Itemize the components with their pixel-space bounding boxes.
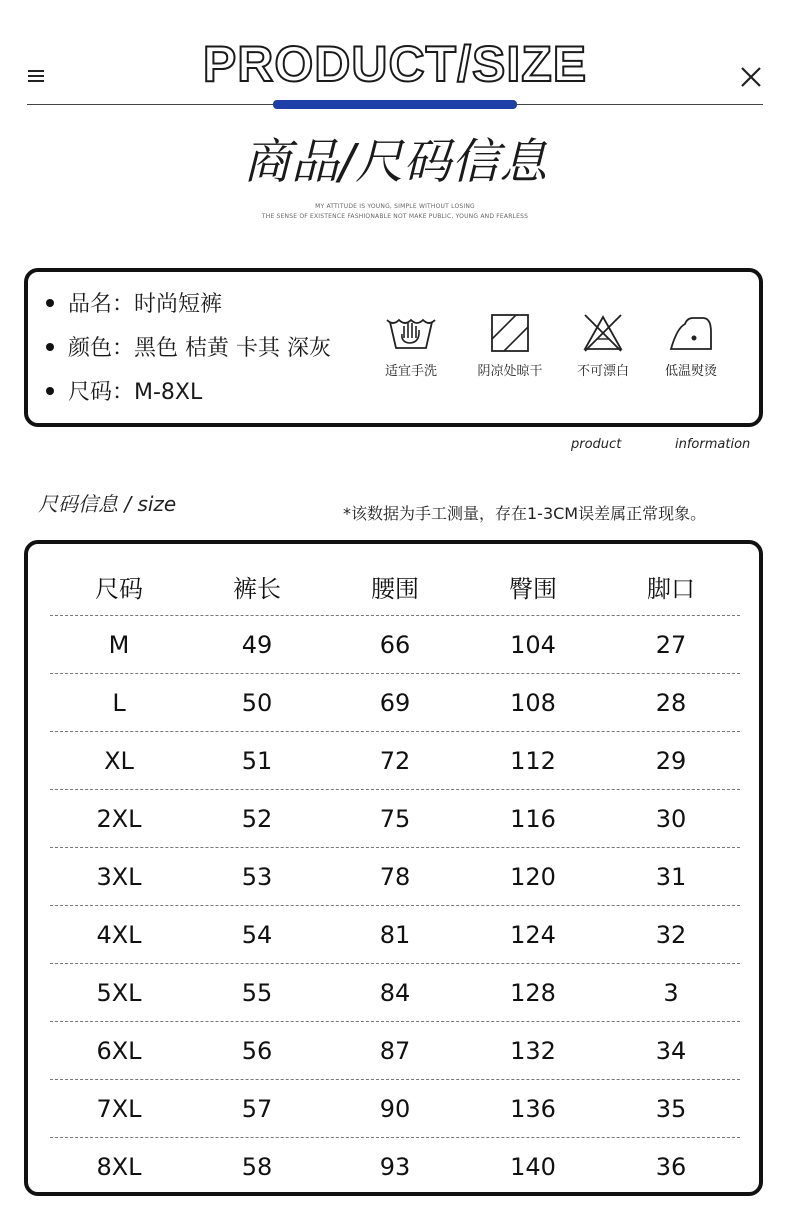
table-cell: 5XL: [96, 978, 142, 1007]
table-cell: 32: [655, 920, 687, 949]
table-cell: 87: [379, 1036, 411, 1065]
table-cell: 53: [241, 862, 273, 891]
product-sizes: 尺码：M-8XL: [68, 380, 203, 405]
table-cell: 8XL: [96, 1152, 142, 1181]
table-cell: 132: [510, 1036, 556, 1065]
table-cell: 49: [241, 630, 273, 659]
table-cell: 116: [510, 804, 556, 833]
table-row: [50, 732, 740, 790]
size-heading: 尺码信息 / size: [38, 492, 177, 516]
table-row: [50, 964, 740, 1022]
table-row: [50, 1022, 740, 1080]
measurement-note: *该数据为手工测量，存在1-3CM误差属正常现象。: [343, 504, 707, 523]
size-table: [50, 558, 740, 1195]
table-cell: 108: [510, 688, 556, 717]
tagline-line-1: MY ATTITUDE IS YOUNG, SIMPLE WITHOUT LOSING: [315, 203, 475, 210]
table-row: [50, 616, 740, 674]
table-cell: 31: [655, 862, 687, 891]
product-name-row: [46, 290, 222, 320]
table-cell: 2XL: [96, 804, 142, 833]
table-cell: 78: [379, 862, 411, 891]
table-cell: 66: [379, 630, 411, 659]
table-cell: 34: [655, 1036, 687, 1065]
product-name: 品名：时尚短裤: [68, 292, 223, 317]
table-cell: 27: [655, 630, 687, 659]
care-label: 不可漂白: [576, 364, 629, 379]
table-cell: 120: [510, 862, 556, 891]
table-cell: 112: [510, 746, 556, 775]
care-label: 适宜手洗: [384, 364, 437, 379]
page-title: PRODUCT/SIZE: [202, 36, 588, 92]
table-cell: 28: [655, 688, 687, 717]
table-row: [50, 790, 740, 848]
bullet-icon: [46, 299, 54, 307]
table-cell: 56: [241, 1036, 273, 1065]
care-item-dry-in-shade: [465, 312, 555, 379]
table-cell: 7XL: [96, 1094, 142, 1123]
table-cell: 6XL: [96, 1036, 142, 1065]
table-cell: 36: [655, 1152, 687, 1181]
table-cell: 30: [655, 804, 687, 833]
table-cell: 52: [241, 804, 273, 833]
table-cell: 57: [241, 1094, 273, 1123]
section-title: 商品/尺码信息: [242, 134, 548, 190]
product-colors: 颜色：黑色 桔黄 卡其 深灰: [68, 336, 331, 361]
table-row: [50, 906, 740, 964]
table-cell: 58: [241, 1152, 273, 1181]
table-row: [50, 1138, 740, 1195]
no-bleach-icon: [575, 312, 631, 354]
table-header-cell: 尺码: [95, 575, 143, 603]
low-iron-icon: [663, 312, 719, 354]
care-label: 阴凉处晾干: [477, 364, 543, 379]
table-row: [50, 848, 740, 906]
table-cell: 93: [379, 1152, 411, 1181]
caption-product: product: [571, 437, 622, 452]
table-cell: 69: [379, 688, 411, 717]
table-cell: 104: [510, 630, 556, 659]
table-header-cell: 裤长: [233, 575, 281, 603]
table-cell: 81: [379, 920, 411, 949]
bullet-icon: [46, 343, 54, 351]
table-cell: 124: [510, 920, 556, 949]
care-item-hand-wash: [366, 312, 456, 379]
table-row: [50, 1080, 740, 1138]
table-header-cell: 脚口: [647, 575, 695, 603]
table-cell: 55: [241, 978, 273, 1007]
caption-information: information: [675, 437, 751, 452]
table-cell: 128: [510, 978, 556, 1007]
product-colors-row: [46, 334, 331, 364]
table-cell: 140: [510, 1152, 556, 1181]
table-header-cell: 腰围: [371, 575, 419, 603]
care-item-no-bleach: [558, 312, 648, 379]
table-cell: 84: [379, 978, 411, 1007]
table-cell: 75: [379, 804, 411, 833]
table-cell: 54: [241, 920, 273, 949]
header-accent-bar: [273, 100, 517, 109]
table-cell: 35: [655, 1094, 687, 1123]
product-sizes-row: [46, 378, 202, 408]
table-cell: 4XL: [96, 920, 142, 949]
table-cell: 72: [379, 746, 411, 775]
table-cell: 3XL: [96, 862, 142, 891]
table-cell: 50: [241, 688, 273, 717]
care-item-low-iron: [646, 312, 736, 379]
table-header-cell: 臀围: [509, 575, 557, 603]
table-cell: 90: [379, 1094, 411, 1123]
table-cell: 3: [663, 978, 679, 1007]
table-cell: 136: [510, 1094, 556, 1123]
care-label: 低温熨烫: [664, 364, 717, 379]
tagline-line-2: THE SENSE OF EXISTENCE FASHIONABLE NOT MAKE PUBLIC, YOUNG AND FEARLESS: [261, 213, 529, 220]
bullet-icon: [46, 387, 54, 395]
table-cell: 29: [655, 746, 687, 775]
table-cell: XL: [104, 746, 134, 775]
dry-in-shade-icon: [482, 312, 538, 354]
hand-wash-icon: [383, 312, 439, 354]
table-header-row: [50, 558, 740, 616]
close-icon[interactable]: [738, 63, 764, 91]
table-row: [50, 674, 740, 732]
table-cell: L: [112, 688, 126, 717]
table-cell: 51: [241, 746, 273, 775]
table-cell: M: [108, 630, 130, 659]
